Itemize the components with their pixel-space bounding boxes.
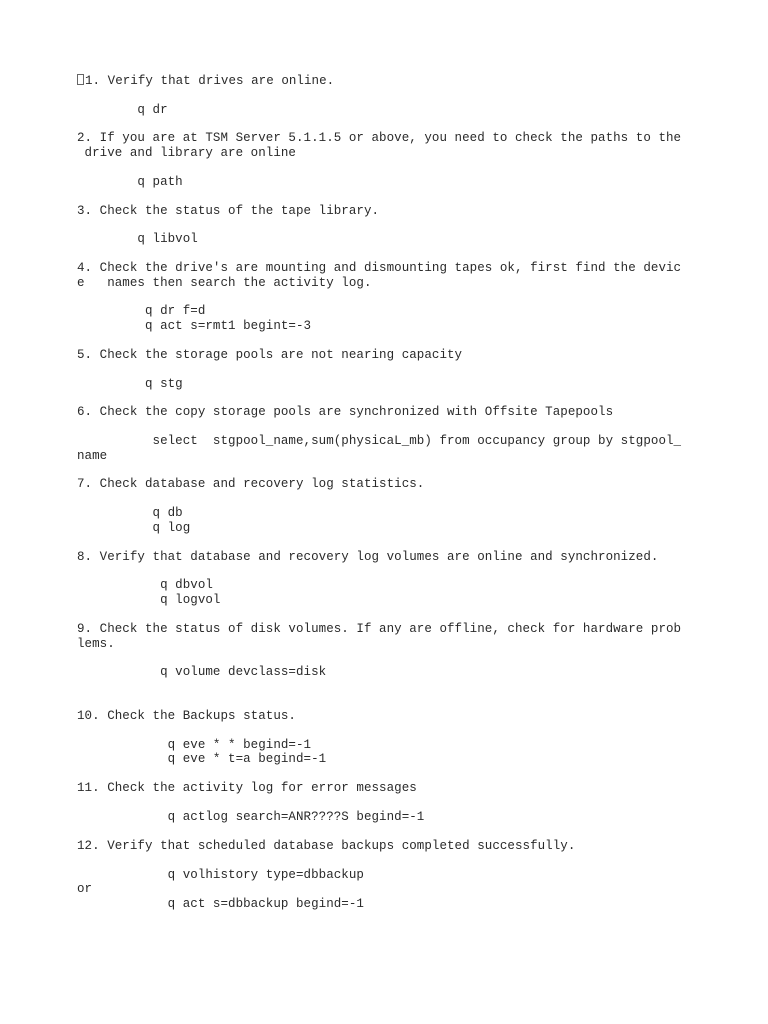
step-5-line: 5. Check the storage pools are not nearing capacity <box>77 348 463 362</box>
command-line: q eve * * begind=-1 <box>77 738 312 752</box>
command-line: q db <box>77 506 183 520</box>
step-9-continuation: lems. <box>77 637 115 651</box>
command-continuation: name <box>77 449 108 463</box>
step-3-line: 3. Check the status of the tape library. <box>77 204 380 218</box>
command-line: q dr f=d <box>77 304 206 318</box>
step-9-line: 9. Check the status of disk volumes. If any are offline, check for hardware prob <box>77 622 682 636</box>
command-line: q volhistory type=dbbackup <box>77 868 364 882</box>
step-7-line: 7. Check database and recovery log statistics. <box>77 477 425 491</box>
step-4-continuation: e names then search the activity log. <box>77 276 372 290</box>
step-8-line: 8. Verify that database and recovery log volumes are online and synchronized. <box>77 550 659 564</box>
step-2-continuation: drive and library are online <box>77 146 296 160</box>
step-2-line: 2. If you are at TSM Server 5.1.1.5 or above, you need to check the paths to the <box>77 131 682 145</box>
step-1-text: 1. Verify that drives are online. <box>85 74 335 88</box>
command-line: q act s=rmt1 begint=-3 <box>77 319 312 333</box>
command-line: q libvol <box>77 232 198 246</box>
command-line: q dr <box>77 103 168 117</box>
command-line: q stg <box>77 377 183 391</box>
command-line: q logvol <box>77 593 221 607</box>
command-line: q log <box>77 521 191 535</box>
command-line: q eve * t=a begind=-1 <box>77 752 327 766</box>
step-11-line: 11. Check the activity log for error messages <box>77 781 417 795</box>
step-10-line: 10. Check the Backups status. <box>77 709 296 723</box>
command-line: q dbvol <box>77 578 213 592</box>
command-line: select stgpool_name,sum(physicaL_mb) from occupancy group by stgpool_ <box>77 434 682 448</box>
step-4-line: 4. Check the drive's are mounting and dismounting tapes ok, first find the devic <box>77 261 682 275</box>
step-12-line: 12. Verify that scheduled database backups completed successfully. <box>77 839 576 853</box>
command-line: q actlog search=ANR????S begind=-1 <box>77 810 425 824</box>
or-separator: or <box>77 882 93 896</box>
command-line: q path <box>77 175 183 189</box>
missing-glyph-icon <box>77 74 84 85</box>
step-6-line: 6. Check the copy storage pools are synchronized with Offsite Tapepools <box>77 405 614 419</box>
command-line: q act s=dbbackup begind=-1 <box>77 897 364 911</box>
command-line: q volume devclass=disk <box>77 665 327 679</box>
step-1-line <box>77 74 334 88</box>
